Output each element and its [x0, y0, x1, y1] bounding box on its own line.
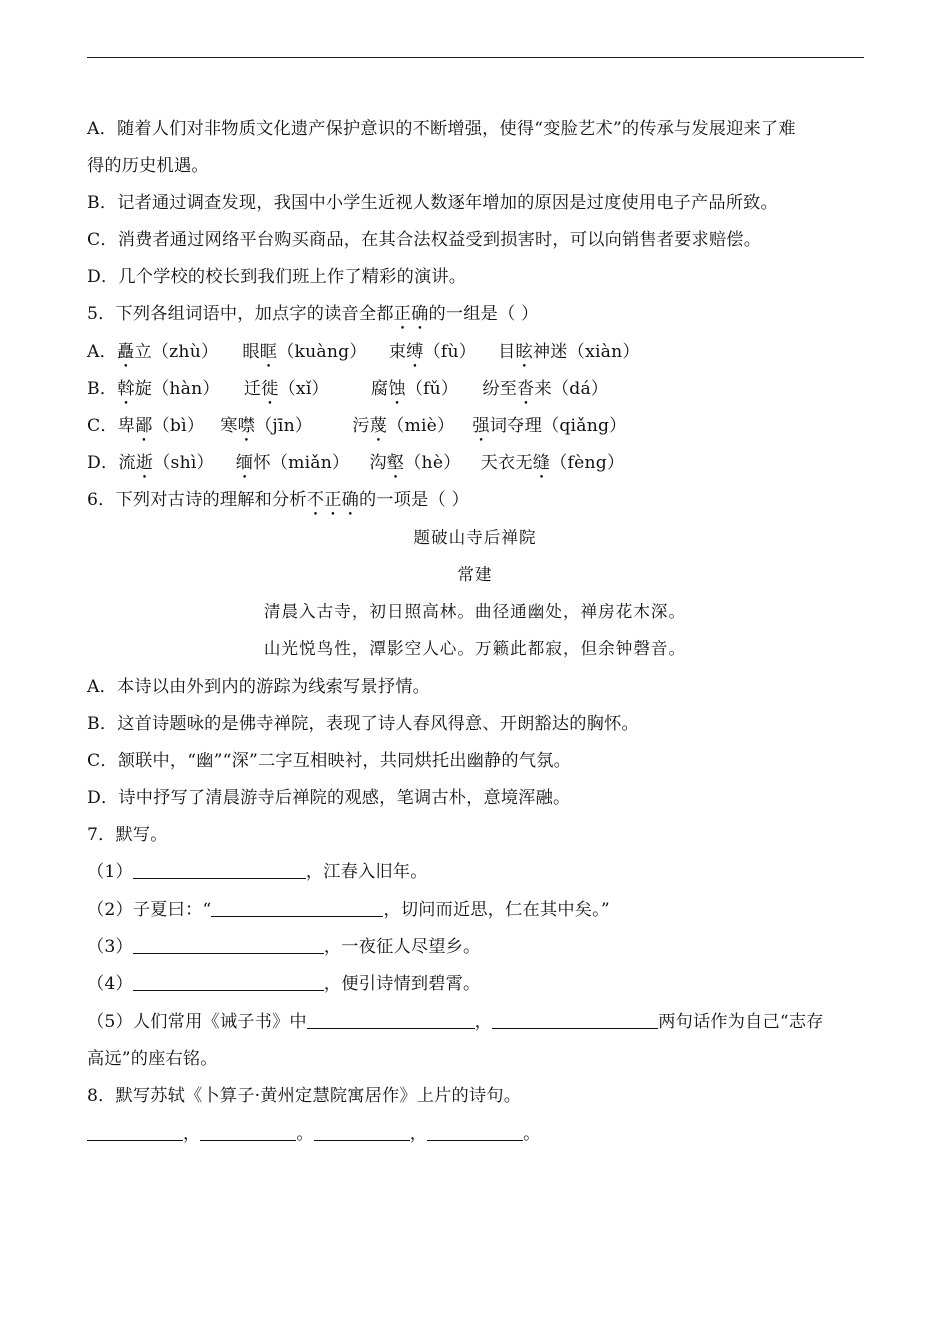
answer-blank[interactable] [314, 1122, 410, 1141]
answer-blank[interactable] [200, 1122, 296, 1141]
q5-stem: 5．下列各组词语中，加点字的读音全都正确的一组是（ ） [87, 304, 539, 324]
emphasis-char: 缅 [235, 453, 254, 473]
emphasis-char: 矗 [117, 342, 135, 362]
answer-blank[interactable] [133, 935, 324, 954]
emphasis-char: 壑 [386, 453, 405, 473]
q7-item-5: （5）人们常用《诫子书》中 ， 两句话作为自己“志存 [87, 1012, 824, 1032]
emphasis-text: 正确 [393, 304, 429, 324]
emphasis-char: 沓 [517, 379, 535, 399]
emphasis-char: 蚀 [388, 379, 406, 399]
answer-blank[interactable] [133, 860, 306, 879]
emphasis-char: 缝 [532, 453, 551, 473]
poem-author: 常建 [457, 565, 493, 584]
answer-blank[interactable] [211, 898, 383, 917]
q7-item-1: （1） ，江春入旧年。 [87, 862, 428, 882]
answer-blank[interactable] [492, 1010, 658, 1029]
q4-option-b: B．记者通过调查发现，我国中小学生近视人数逐年增加的原因是过度使用电子产品所致。 [87, 193, 778, 213]
emphasis-char: 蔑 [369, 416, 388, 436]
q5-option-d: D．流逝（shì） 缅怀（miǎn） 沟壑（hè） 天衣无缝（fèng） [87, 453, 625, 473]
poem-title: 题破山寺后禅院 [413, 528, 537, 547]
emphasis-char: 斡 [117, 379, 135, 399]
q6-stem: 6．下列对古诗的理解和分析不正确的一项是（ ） [87, 490, 469, 510]
q7-item-3: （3） ，一夜征人尽望乡。 [87, 937, 481, 957]
emphasis-char: 眶 [259, 342, 278, 362]
q7-item-5-cont: 高远”的座右铭。 [87, 1049, 218, 1069]
emphasis-char: 强 [472, 416, 490, 436]
emphasis-char: 逝 [135, 453, 154, 473]
q5-option-c: C．卑鄙（bì） 寒噤（jīn） 污蔑（miè） 强词夺理（qiǎng） [87, 416, 627, 436]
q7-stem: 7．默写。 [87, 825, 168, 845]
emphasis-text: 不 [306, 490, 325, 510]
emphasis-char: 噤 [237, 416, 255, 436]
emphasis-text: 正确 [324, 490, 359, 510]
answer-blank[interactable] [87, 1122, 183, 1141]
q8-answer-line: ， 。 ， 。 [87, 1122, 541, 1146]
q6-option-a: A．本诗以由外到内的游踪为线索写景抒情。 [87, 677, 430, 697]
q4-option-c: C．消费者通过网络平台购买商品，在其合法权益受到损害时，可以向销售者要求赔偿。 [87, 230, 762, 250]
emphasis-char: 缚 [406, 342, 424, 362]
emphasis-char: 眩 [515, 342, 533, 362]
q5-option-b: B．斡旋（hàn） 迁徙（xǐ） 腐蚀（fǔ） 纷至沓来（dá） [87, 379, 609, 399]
q6-option-d: D．诗中抒写了清晨游寺后禅院的观感，笔调古朴，意境浑融。 [87, 788, 571, 808]
q4-option-a-cont: 得的历史机遇。 [87, 156, 209, 176]
answer-blank[interactable] [307, 1010, 475, 1029]
q4-option-d: D．几个学校的校长到我们班上作了精彩的演讲。 [87, 267, 467, 287]
q7-item-2: （2）子夏曰：“ ，切问而近思，仁在其中矣。” [87, 900, 610, 920]
q5-option-a: A．矗立（zhù） 眼眶（kuàng） 束缚（fù） 目眩神迷（xiàn） [87, 342, 640, 362]
answer-blank[interactable] [427, 1122, 523, 1141]
q6-option-c: C．颔联中，“幽”“深”二字互相映衬，共同烘托出幽静的气氛。 [87, 751, 571, 771]
header-rule [87, 57, 864, 58]
poem-line: 清晨入古寺，初日照高林。曲径通幽处，禅房花木深。 [263, 602, 687, 621]
q7-item-4: （4） ，便引诗情到碧霄。 [87, 974, 481, 994]
q6-option-b: B．这首诗题咏的是佛寺禅院，表现了诗人春风得意、开朗豁达的胸怀。 [87, 714, 639, 734]
answer-blank[interactable] [133, 972, 324, 991]
q8-stem: 8．默写苏轼《卜算子·黄州定慧院寓居作》上片的诗句。 [87, 1086, 522, 1106]
q4-option-a: A．随着人们对非物质文化遗产保护意识的不断增强，使得“变脸艺术”的传承与发展迎来了难 [87, 119, 796, 139]
emphasis-char: 鄙 [135, 416, 153, 436]
emphasis-char: 徙 [261, 379, 279, 399]
poem-line: 山光悦鸟性，潭影空人心。万籁此都寂，但余钟磬音。 [263, 639, 687, 658]
